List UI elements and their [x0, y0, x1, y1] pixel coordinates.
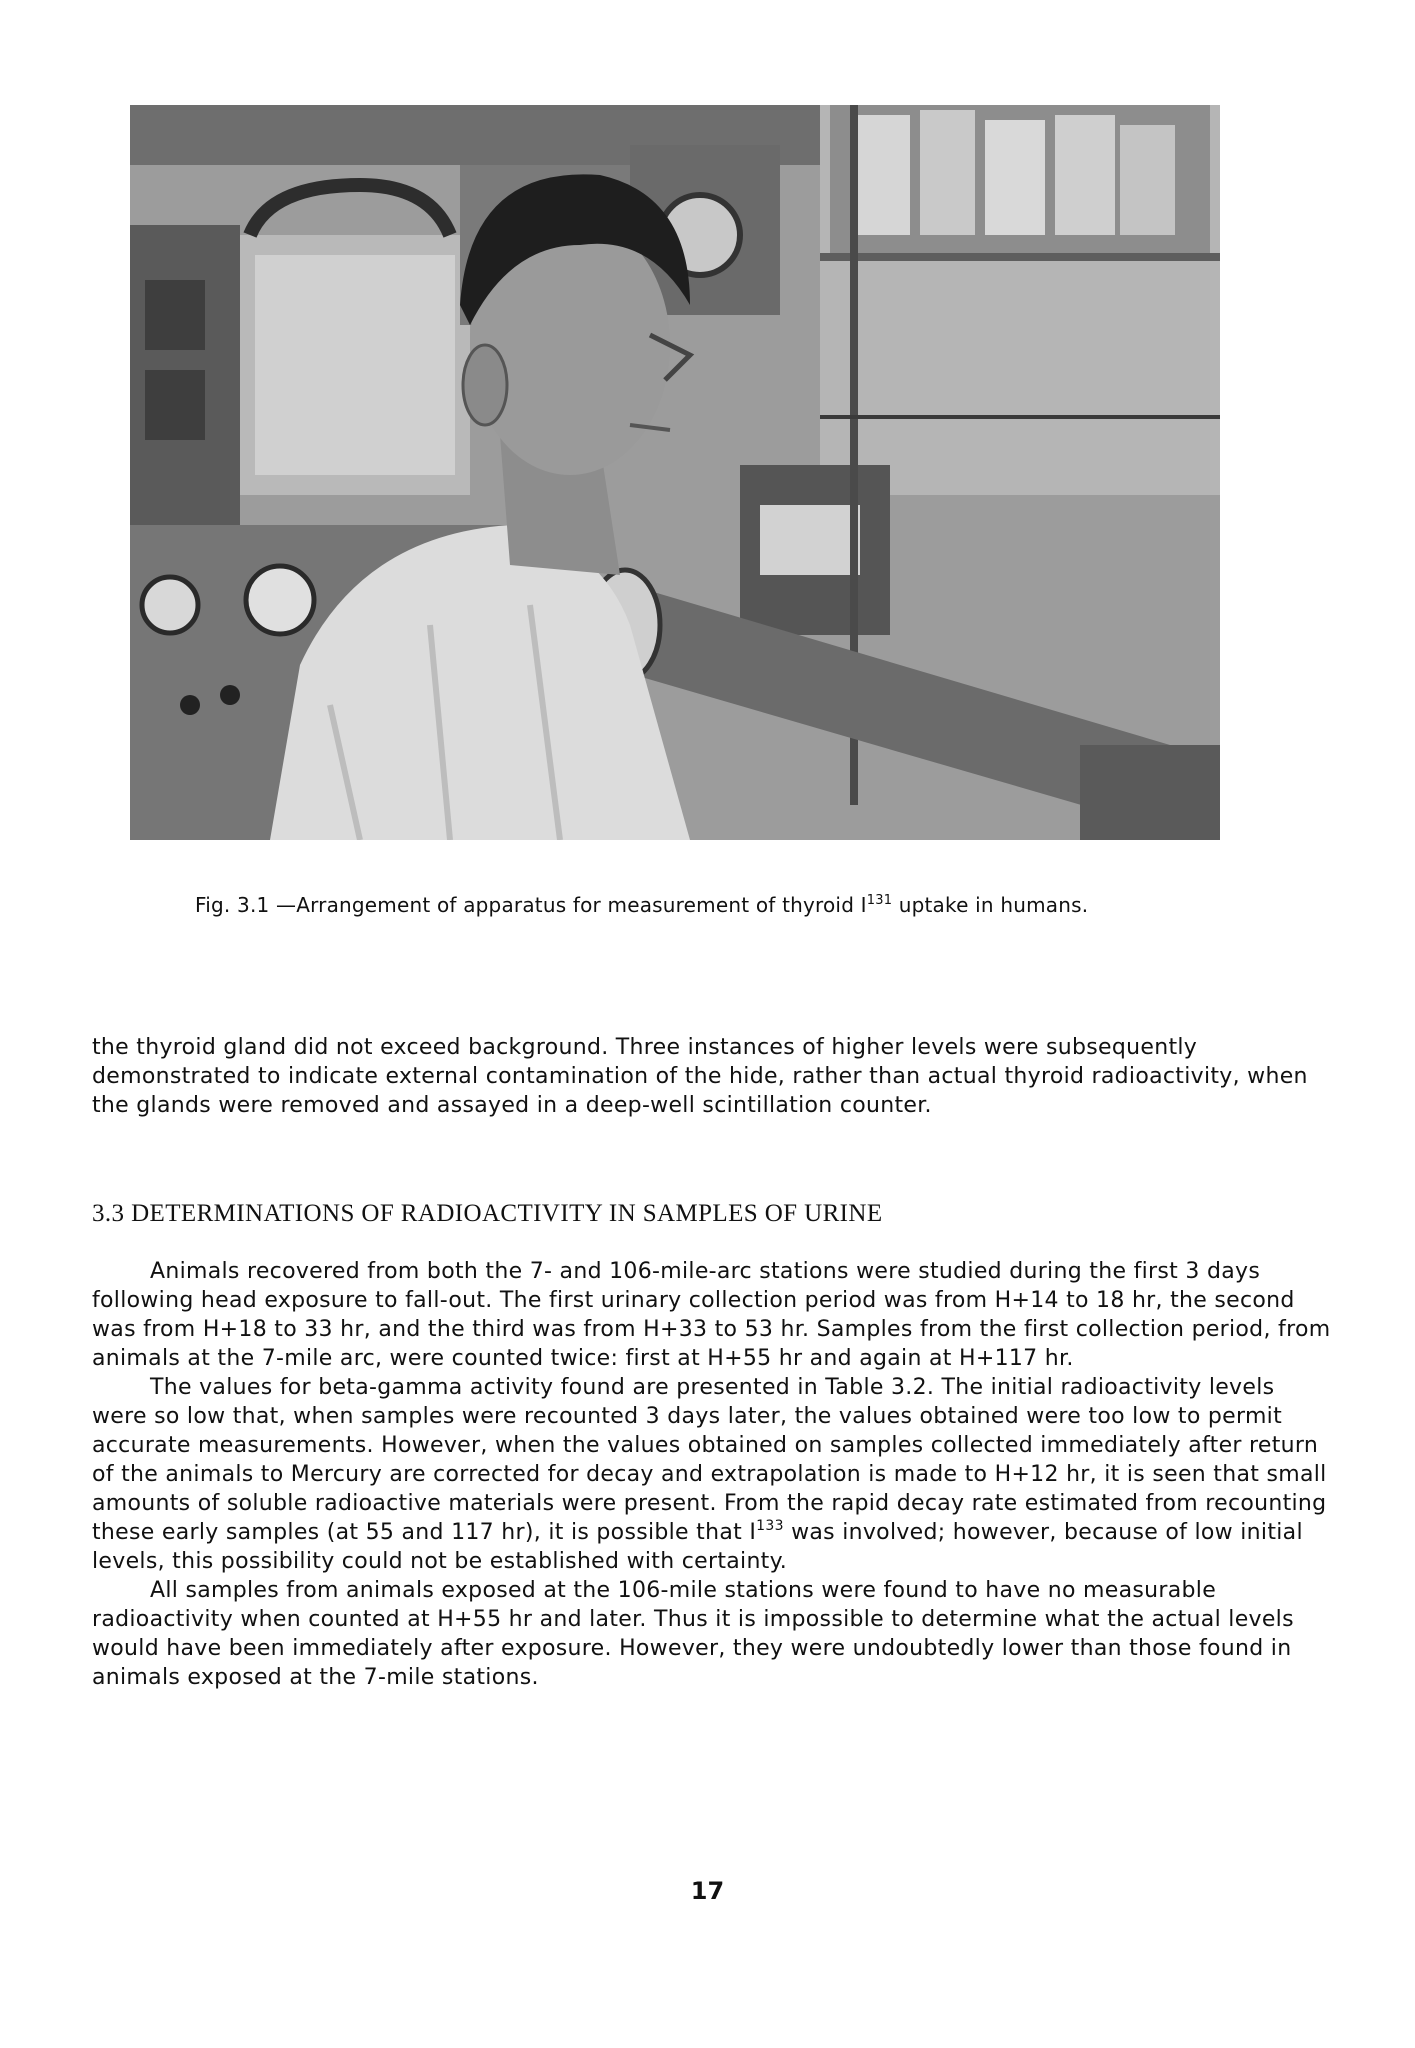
intro-paragraph-block — [92, 1033, 1332, 1120]
photo-apparatus-illustration — [130, 105, 1220, 840]
section-heading: 3.3 DETERMINATIONS OF RADIOACTIVITY IN SAMPLES OF URINE — [92, 1200, 883, 1227]
isotope-superscript: 133 — [756, 1518, 784, 1534]
paragraph-2-text-end: was involved; however, because of low initial levels, this possibility could not be established with certainty. — [92, 1520, 1303, 1574]
intro-paragraph: the thyroid gland did not exceed background. Three instances of higher levels were subsequently demonstrated to indicate external contamination of the hide, rather than actual thyroid radioactivity, when the glands were removed and assayed in a deep-well scintillation counter. — [92, 1035, 1308, 1118]
page-number: 17 — [690, 1877, 725, 1905]
caption-text: Arrangement of apparatus for measurement of thyroid I — [296, 893, 867, 917]
section-paragraph-2 — [92, 1373, 1332, 1576]
caption-dash: — — [276, 893, 297, 917]
paragraph-2-text: The values for beta-gamma activity found are presented in Table 3.2. The initial radioactivity levels were so low that, when samples were recounted 3 days later, the values obtained were too low to permit accurate measurements. However, when the values obtained on samples collected immediately after return of the animals to Mercury are corrected for decay and extrapolation is made to H+12 hr, it is seen that small amounts of soluble radioactive materials were present. From the rapid decay rate estimated from recounting these early samples (at 55 and 117 hr), it is possible that I — [92, 1375, 1327, 1545]
section-body — [92, 1257, 1332, 1692]
figure-photo — [130, 105, 1220, 840]
caption-isotope-superscript: 131 — [866, 893, 893, 908]
section-paragraph-3: All samples from animals exposed at the 106-mile stations were found to have no measurable radioactivity when counted at H+55 hr and later. Thus it is impossible to determine what the actual levels would have been immediately after exposure. However, they were undoubtedly lower than those found in animals exposed at the 7-mile stations. — [92, 1578, 1294, 1690]
caption-text-end: uptake in humans. — [892, 893, 1089, 917]
section-paragraph-1: Animals recovered from both the 7- and 106-mile-arc stations were studied during the first 3 days following head exposure to fall-out. The first urinary collection period was from H+14 to 18 hr, the second was from H+18 to 33 hr, and the third was from H+33 to 53 hr. Samples from the first collection period, from animals at the 7-mile arc, were counted twice: first at H+55 hr and again at H+117 hr. — [92, 1259, 1331, 1371]
figure-caption — [195, 893, 1295, 917]
caption-label: Fig. 3.1 — [195, 893, 270, 917]
